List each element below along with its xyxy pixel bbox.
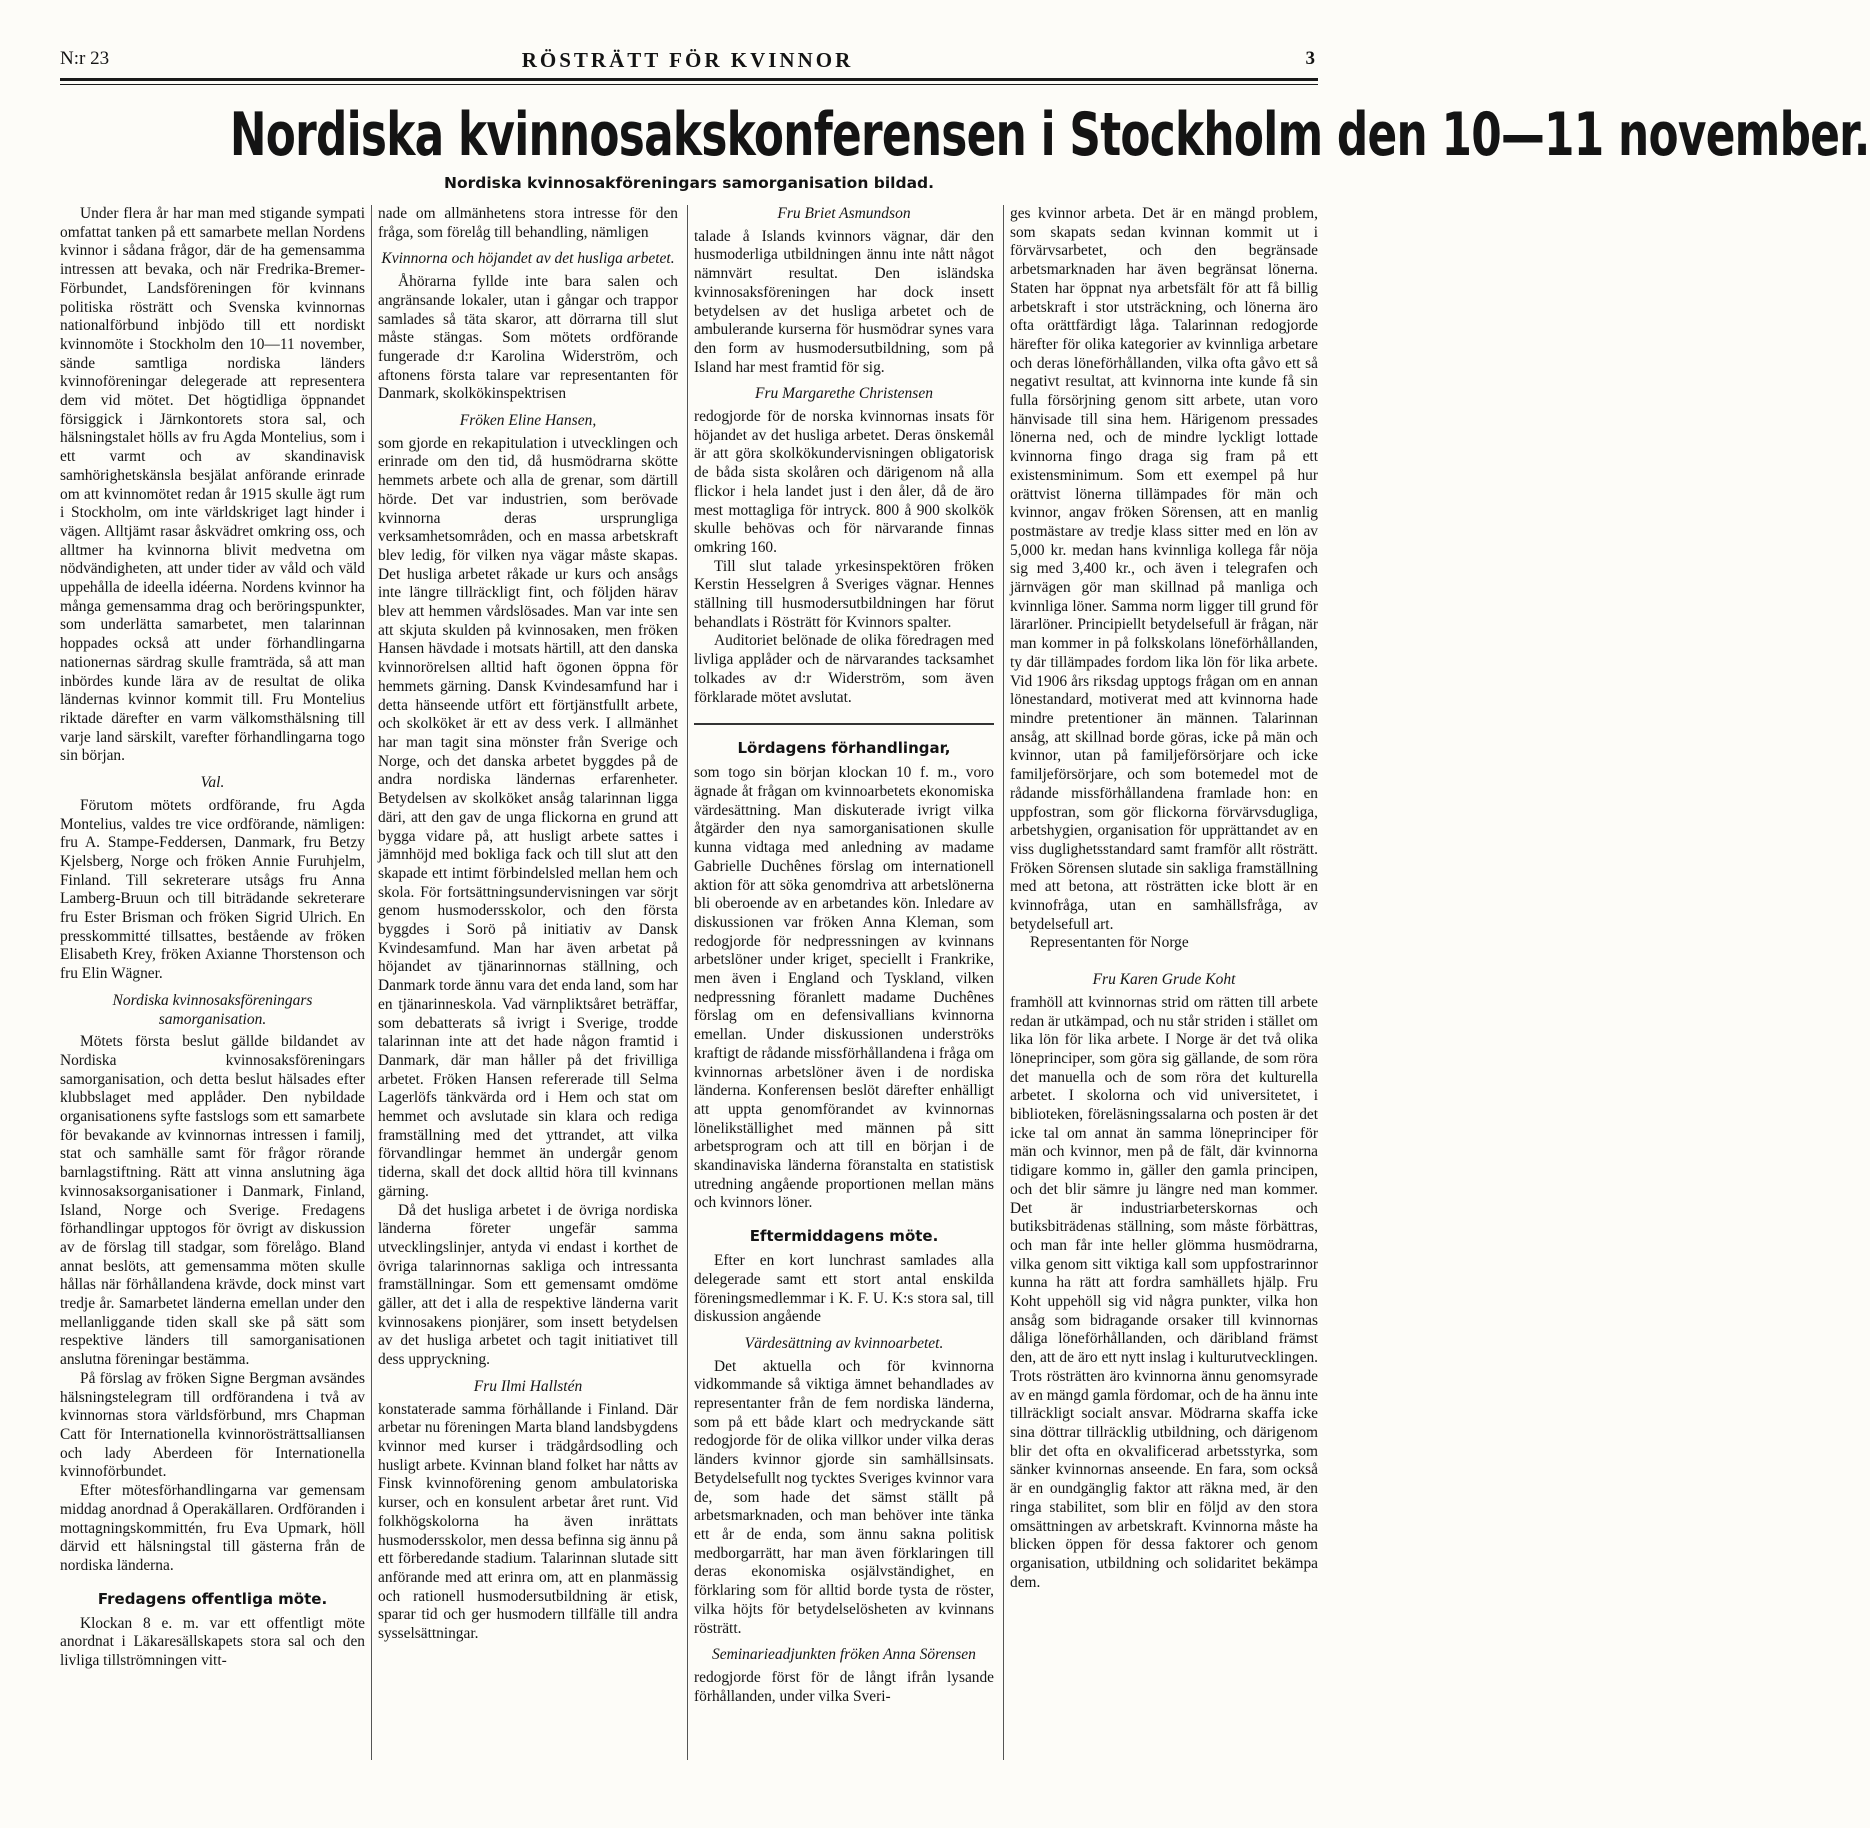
section-heading-hojandet: Kvinnorna och höjandet av det husliga arbetet.	[381, 250, 675, 268]
issue-number: N:r 23	[60, 48, 110, 69]
header-rule-thin	[60, 84, 1318, 85]
paragraph: som gjorde en rekapitulation i utvecklingen och erinrade om den tid, då husmödrarna skötte hemmets arbete och alla de grenar, som därtill hörde. Det var industrien, som berövade kvinnorna deras ursprungliga verksamhetsområden, och en massa arbetskraft blev ledig, för vilken nya vägar måste skapas. Det husliga arbetet råkade ur kurs och ansågs inte längre tillräckligt fint, och följden härav blev att hemmen vårdslösades. Man var inte sen att skjuta skulden på kvinnosaken, men fröken Hansen hävdade i motsats härtill, att den danska kvinnorörelsen alltid haft ögonen öppna för hemmets gärning. Dansk Kvindesamfund har i detta hänseende utfört ett förtjänstfullt arbete, och skolköket är ett av dess verk. I allmänhet har man tagit sina mönster från Sverige och Norge, och det danska arbetet byggdes på de andra nordiska ländernas erfarenheter. Betydelsen av skolköket ansåg talarinnan ligga däri, att den gav de unga flickorna en grund att bygga vidare på, att husligt arbete sattes i jämnhöjd med bokliga fack och till slut att den skapade ett intimt förbindelsled mellan hem och skola. För fortsättningsundervisningen var sörjt genom husmodersskolor, och den första byggdes i Sorö på initiativ av Dansk Kvindesamfund. Man har även arbetat på höjandet av tjänarinnornas ställning, och Danmark torde ännu vara det enda land, som har en tjänarinneskola. Vad värnpliktsåret beträffar, som debatterats så ivrigt i Sverige, trodde talarinnan inte att det hade någon framtid i Danmark, där man håller på det frivilliga arbetet. Fröken Hansen refererade till Selma Lagerlöfs tänkvärda ord i Hem och stat om hemmet och avslutade sin klara och rediga framställning med det yttrandet, att vilka förvandlingar hemmet än undergår genom tiderna, skall det dock alltid höra till kvinnans gärning.	[378, 434, 678, 1200]
paragraph: På förslag av fröken Signe Bergman avsändes hälsningstelegram till ordförandena i två av kvinnornas stora världsförbund, mrs Chapman Catt för Internationella kvinnorösträttsalliansen och lady Aberdeen för Internationella kvinnoförbundet.	[60, 1369, 365, 1481]
paragraph: framhöll att kvinnornas strid om rätten till arbete redan är utkämpad, och nu står striden i stället om lika lön för lika arbete. I Norge är det två olika löneprinciper, som göra sig gällande, de som röra det manuella och de som röra det kulturella arbetet. I skolorna och vid universitetet, i biblioteken, föreläsningssalarna och posten är det icke tal om annat än samma löneprinciper för män och kvinnor, men på de fält, där kvinnorna tidigare kommo in, gäller den gamla principen, och det blir sämre ju längre ned man kommer. Det är industriarbeterskornas och butiksbiträdenas ställning, som måste förbättras, och man får inte heller glömma husmödrarna, vilka genom sitt viktiga kall som uppfostrarinnor kunna ha rätt att fordra samhällets hjälp. Fru Koht uppehöll sig vid några punkter, vilka hon ansåg som bidragande orsaker till kvinnornas dåliga löneförhållanden, och däribland främst den, att de äro ett nytt inslag i kulturutvecklingen. Trots rösträtten äro kvinnorna ännu genomsyrade av en mängd gamla fördomar, och de ha ännu inte tillräckligt socialt ansvar. Mödrarna skaffa icke sina döttrar tillräcklig utbildning, och därigenom blir det ofta en okvalificerad arbetsstyrka, som sänker kvinnornas anseende. En fara, som också är en oundgänglig faktor att räkna med, är den ringa stabilitet, som blir en följd av den stora omsättningen av arbetskraft. Kvinnorna måste ha blicken öppen för dessa faktorer och genom organisation, utbildning och solidaritet bekämpa dem.	[1010, 993, 1318, 1591]
speaker-heading-christensen: Fru Margarethe Christensen	[755, 385, 933, 403]
paragraph: konstaterade samma förhållande i Finland. Där arbetar nu föreningen Marta bland landsbygdens kvinnor med kurser i trädgårdsodling och husligt arbete. Kvinnan bland folket har nåtts av Finsk kvinnoförening genom ambulatoriska kurser, och en konsulent arbetar året runt. Vid folkhögskolorna ha även inrättats husmodersskolor, men dessa befinna sig ännu på ett förberedande stadium. Talarinnan slutade sitt anförande med att erinra om, att en planmässig och rationell husmodersutbildning är etisk, sparar tid och ger husmodern tillfälle till andra sysselsättningar.	[378, 1400, 678, 1643]
newspaper-title: RÖSTRÄTT FÖR KVINNOR	[521, 48, 854, 72]
speaker-heading-koht: Fru Karen Grude Koht	[1092, 971, 1236, 989]
paragraph: redogjorde för de norska kvinnornas insats för höjandet av det husliga arbetet. Deras önskemål är att göra skolkökundervisningen obligatorisk de båda sista skolåren och därigenom nå alla flickor i hela landet just i den åler, då de äro mest mottagliga för intryck. 800 å 900 skolkök skulle behövas och för närvarande finnas omkring 160.	[694, 408, 994, 556]
article-headline: Nordiska kvinnosakskonferensen i Stockholm den 10—11 november.	[229, 100, 1870, 170]
paragraph: Till slut talade yrkesinspektören fröken Kerstin Hesselgren å Sveriges vägnar. Hennes ställning till husmodersutbildningen har förut behandlats i Rösträtt för Kvinnors spalter.	[694, 557, 994, 631]
column-1	[60, 205, 365, 1795]
paragraph: ges kvinnor arbeta. Det är en mängd problem, som skapats sedan kvinnan kommit ut i förvärvsarbetet, och den begränsade arbetsmarknaden har även begränsat lönerna. Staten har öppnat nya arbetsfält för att få billig arbetskraft i stor utsträckning, och lönerna äro ofta orättfärdigt låga. Talarinnan redogjorde härefter för olika kategorier av kvinnliga arbetare och deras löneförhållanden, vilka ofta gåvo ett så negativt resultat, att kvinnorna inte kunde få sin fulla försörjning genom sitt arbete, utan voro hänvisade till sina hem. Härigenom pressades lönerna ned, och de mindre lyckligt lottade kvinnorna fingo draga sig fram på ett existensminimum. Som ett exempel på hur orättvist lönerna tillämpades för män och kvinnor, angav fröken Sörensen, att en manlig postmästare av tredje klass sitter med en lön av 5,000 kr. medan hans kvinnliga kollega får nöja sig med 3,400 kr., och även i telegrafen och järnvägen gör man skillnad på manliga och kvinnliga löner. Samma norm ligger till grund för lärarlöner. Principiellt betydelsefull är frågan, när man kommer in på folkskolans löneförhållanden, ty där tillämpades fordom lika lön för lika arbete. Vid 1906 års riksdag upptogs frågan om en annan lönestandard, motiverat med att kvinnorna hade mindre pretentioner än männen. Talarinnan ansåg, att skillnad borde göras, icke på män och kvinnor, utan på familjeförsörjare och icke familjeförsörjare, och som botemedel mot de rådande missförhållandena framlade hon: en uppfostran, som gör flickorna förvärvsdugliga, arbetshygien, organisation för upprättandet av en viss duglighetsstandard samt framför allt rösträtt. Fröken Sörensen slutade sin sakliga framställning med att betona, att rösträtten icke blott är en kvinnofråga, utan en samhällsfråga, av betydelsefull art.	[1010, 205, 1318, 933]
paragraph: Då det husliga arbetet i de övriga nordiska länderna företer ungefär samma utvecklingslinjer, antyda vi endast i korthet de övriga talarinnornas sakliga och intressanta framställningar. Som ett gemensamt omdöme gäller, att det i alla de respektive länderna varit kvinnosakens pionjärer, som insett betydelsen av det husliga arbetet och tagit initiativet till dess uppryckning.	[378, 1201, 678, 1369]
section-heading-fredag: Fredagens offentliga möte.	[97, 1589, 328, 1608]
paragraph: redogjorde först för de långt ifrån lysande förhållanden, under vilka Sveri-	[694, 1668, 994, 1705]
section-heading-eftermiddag: Eftermiddagens möte.	[749, 1227, 939, 1246]
column-divider	[371, 205, 372, 1760]
section-heading-vardesattning: Värdesättning av kvinnoarbetet.	[744, 1334, 944, 1352]
paragraph: Representanten för Norge	[1030, 934, 1189, 952]
column-3	[694, 205, 994, 1795]
paragraph: Det aktuella och för kvinnorna vidkommande så viktiga ämnet behandlades av representanter från de fem nordiska länderna, som på ett både klart och medryckande sätt redogjorde för de olika villkor under vilka deras länders kvinnor gjorde sin samhällsinsats. Betydelsefullt nog tycktes Sveriges kvinnor vara de, som hade det sämst ställt på arbetsmarknaden, och man behöver inte tänka ett år de enda, som ännu sakna politisk medborgarrätt, har man även förklaringen till deras ekonomiska osjälvständighet, en förklaring som för alltid borde tysta de röster, vilka höjts för betydelselösheten av kvinnans rösträtt.	[694, 1357, 994, 1637]
speaker-heading-hallsten: Fru Ilmi Hallstén	[473, 1377, 583, 1395]
paragraph: Klockan 8 e. m. var ett offentligt möte anordnat i Läkaresällskapets stora sal och den livliga tillströmningen vitt-	[60, 1614, 365, 1670]
paragraph: talade å Islands kvinnors vägnar, där den husmoderliga utbildningen ännu inte nått något nämnvärt resultat. Den isländska kvinnosaksföreningen har dock insett betydelsen av det husliga arbetet och de ambulerande kurserna för husmödrar synes vara den form av husmodersutbildning, som på Island har mest framtid för sig.	[694, 227, 994, 376]
page-header	[60, 48, 1315, 72]
paragraph: Åhörarna fyllde inte bara salen och angränsande lokaler, utan i gångar och trappor samlades så täta skaror, att dörrarna till slut måste stängas. Som mötets ordförande fungerade d:r Karolina Widerström, och aftonens första talare var representanten för Danmark, skolkökinspektrisen	[378, 273, 678, 403]
paragraph: Efter mötesförhandlingarna var gemensam middag anordnad å Operakällaren. Ordföranden i mottagningskommittén, fru Eva Upmark, höll därvid ett hälsningstal till gästerna från de nordiska länderna.	[60, 1482, 365, 1574]
column-2	[378, 205, 678, 1795]
paragraph: Efter en kort lunchrast samlades alla delegerade samt ett stort antal enskilda föreningsmedlemmar i K. F. U. K:s stora sal, till diskussion angående	[694, 1252, 994, 1326]
paragraph: Under flera år har man med stigande sympati omfattat tanken på ett samarbete mellan Nordens kvinnor i sådana frågor, där de ha gemensamma intressen att bevaka, och när Fredrika-Bremer-Förbundet, Landsföreningen för kvinnans politiska rösträtt och Svenska kvinnornas nationalförbund inbjödo till ett nordiskt kvinnomöte i Stockholm den 10—11 november, sände samtliga nordiska länders kvinnoföreningar delegerade att representera dem vid mötet. Det högtidliga öppnandet försiggick i Järnkontorets stora sal, och hälsningstalet hölls av fru Agda Montelius, som i ett varmt och av skandinavisk samhörighetskänsla besjälat anförande erinrade om att kvinnomötet redan år 1915 skulle ägt rum i Stockholm, om inte världskriget lagt hinder i vägen. Alltjämt rasar åskvädret omkring oss, och alltmer ha kvinnorna blivit medvetna om nödvändigheten, att under tider av våld och väld uppehålla de ideella idéerna. Nordens kvinnor ha många gemensamma drag och beröringspunkter, som underlätta samarbetet, men talarinnan hoppades också att under förhandlingarna nationernas särdrag skulle framträda, så att man inbördes kunde lära av de resultat de olika ländernas kvinnor kommit till. Fru Montelius riktade därefter en varm välkomsthälsning till varje land särskilt, varefter förhandlingarna togo sin början.	[60, 205, 365, 765]
header-rule-thick	[60, 78, 1318, 81]
section-divider	[694, 723, 994, 725]
section-heading-organisation: Nordiska kvinnosaksföreningars samorganisation.	[112, 991, 313, 1028]
paragraph: nade om allmänhetens stora intresse för den fråga, som förelåg till behandling, nämligen	[378, 205, 678, 241]
paragraph: som togo sin början klockan 10 f. m., voro ägnade åt frågan om kvinnoarbetets ekonomiska värdesättning. Man diskuterade ivrigt vilka åtgärder den nya samorganisationen skulle kunna vidtaga med anledning av madame Gabrielle Duchênes förslag om internationell aktion för att söka genomdriva att arbetslönerna bli oberoende av en arbetandes kön. Inledare av diskussionen var fröken Anna Kleman, som redogjorde för nedpressningen av kvinnans arbetslöner under kriget, speciellt i Frankrike, men även i England och Tyskland, vilken nedpressning föranlett madame Duchênes förslag om en defensivallians kvinnorna emellan. Under diskussionen underströks kraftigt de rådande missförhållandena i fråga om kvinnornas arbetslöner även i de nordiska länderna. Konferensen beslöt därefter enhälligt att uppta genomförandet av kvinnornas lönelikställighet med männen på sitt arbetsprogram och att till en början i de skandinaviska länderna föranstalta en statistisk utredning angående proportionen mellan mäns och kvinnors löner.	[694, 764, 994, 1212]
paragraph: Mötets första beslut gällde bildandet av Nordiska kvinnosaksföreningars samorganisation, och detta beslut hälsades efter klubbslaget med applåder. Den nybildade organisationens syfte fastslogs som ett samarbete för bevakande av kvinnornas intressen i familj, stat och samhälle samt för frågor rörande barnlagstiftning. Rätt att vinna anslutning äga kvinnosaksorganisationer i Danmark, Finland, Island, Norge och Sverige. Fredagens förhandlingar upptogos för övrigt av diskussion av de förslag till stadgar, som förelågo. Bland annat beslöts, att gemensamma möten skulle hållas när förhållandena krävde, dock minst vart tredje år. Samarbetet länderna emellan under den mellanliggande tiden skall ske på sätt som respektive länders till samorganisationen anslutna föreningar bestämma.	[60, 1033, 365, 1369]
paragraph: Auditoriet belönade de olika föredragen med livliga applåder och de närvarandes tacksamhet tolkades av d:r Widerström, som även förklarade mötet avslutat.	[694, 632, 994, 706]
speaker-heading-asmundson: Fru Briet Asmundson	[777, 205, 911, 222]
column-divider	[687, 205, 688, 1760]
speaker-heading-sorensen: Seminarieadjunkten fröken Anna Sörensen	[712, 1646, 976, 1664]
section-heading-val: Val.	[200, 774, 225, 792]
page-number: 3	[1305, 48, 1315, 69]
column-divider	[1003, 205, 1004, 1760]
speaker-heading-hansen: Fröken Eline Hansen,	[459, 412, 597, 430]
column-4	[1010, 205, 1318, 1795]
paragraph: Förutom mötets ordförande, fru Agda Montelius, valdes tre vice ordförande, nämligen: fru A. Stampe-Feddersen, Danmark, fru Betzy Kjelsberg, Norge och fröken Annie Furuhjelm, Finland. Till sekreterare utsågs fru Anna Lamberg-Bruun och till biträdande sekreterare fru Ester Brisman och fröken Sigrid Ulrich. En presskommitté tillsattes, bestående av fröken Elisabeth Krey, fröken Axianne Thorstenson och fru Elin Wägner.	[60, 796, 365, 983]
article-subheadline: Nordiska kvinnosakföreningars samorganisation bildad.	[443, 174, 935, 192]
section-heading-lordag: Lördagens förhandlingar,	[737, 739, 951, 758]
